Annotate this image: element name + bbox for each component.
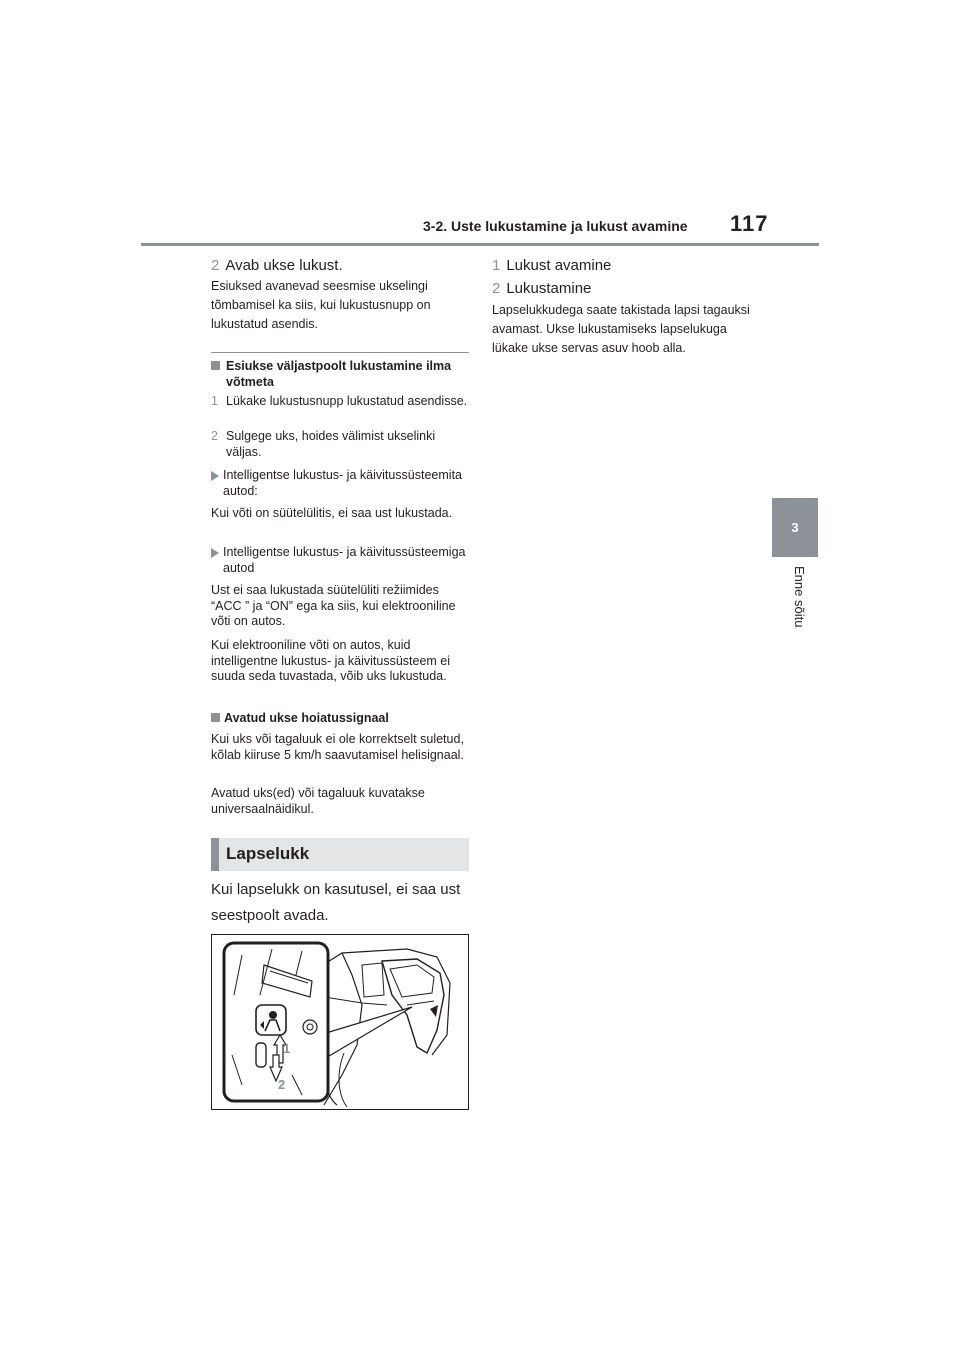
section-box-heading bbox=[211, 838, 469, 871]
step-2 bbox=[211, 255, 469, 277]
legend-item-number: 2 bbox=[492, 280, 501, 297]
legend-item-number: 1 bbox=[492, 257, 501, 274]
section-heading-keyless-lock bbox=[211, 359, 469, 390]
list-item-number: 1 bbox=[211, 394, 218, 408]
section-title: 3-2. Uste lukustamine ja lukust avamine bbox=[423, 218, 688, 234]
variant-text: Kui elektrooniline võti on autos, kuid intelligentne lukustus- ja käivitussüsteem ei suuda seda tuvastada, võib uks lukustuda. bbox=[211, 638, 451, 683]
header-rule bbox=[141, 243, 819, 246]
section-heading-text: Esiukse väljastpoolt lukustamine ilma võtmeta bbox=[226, 359, 452, 389]
triangle-bullet-icon bbox=[211, 471, 219, 481]
page-number: 117 bbox=[730, 211, 769, 236]
list-item-text: Lükake lukustusnupp lukustatud asendisse. bbox=[226, 394, 468, 408]
variant-heading bbox=[211, 545, 469, 576]
chapter-label: Enne sõitu bbox=[792, 566, 807, 628]
legend-item-2 bbox=[492, 278, 750, 300]
step-2-description: Esiuksed avanevad seesmise ukselingi tõmbamisel ka siis, kui lukustusnupp on lukustatud asendis. bbox=[211, 279, 431, 331]
car-door-drawing bbox=[212, 935, 468, 1109]
legend-item-label: Lukustamine bbox=[506, 280, 592, 297]
list-item-text: Sulgege uks, hoides välimist ukselinki väljas. bbox=[226, 429, 436, 459]
list-item-number: 2 bbox=[211, 429, 218, 443]
list-item bbox=[211, 429, 469, 460]
chapter-number: 3 bbox=[791, 520, 799, 535]
figure-label-1: 1 bbox=[283, 1041, 291, 1056]
section-heading-door-warning bbox=[211, 711, 469, 727]
list-item bbox=[211, 394, 469, 410]
chapter-tab bbox=[772, 498, 818, 557]
square-bullet-icon bbox=[211, 713, 220, 722]
legend-item-label: Lukust avamine bbox=[506, 257, 612, 274]
paragraph: Kui uks või tagaluuk ei ole korrektselt suletud, kõlab kiiruse 5 km/h saavutamisel helisignaal. bbox=[211, 732, 464, 762]
step-2-label: Avab ukse lukust. bbox=[225, 257, 343, 274]
paragraph: Avatud uks(ed) või tagaluuk kuvatakse universaalnäidikul. bbox=[211, 786, 425, 816]
variant-heading bbox=[211, 468, 469, 499]
section-divider bbox=[211, 352, 469, 353]
variant-text: Ust ei saa lukustada süütelüliti režiimides “ACC ” ja “ON” ega ka siis, kui elektrooniline võti on autos. bbox=[211, 583, 456, 628]
variant-heading-text: Intelligentse lukustus- ja käivitussüsteemiga autod bbox=[223, 545, 466, 575]
variant-text: Kui võti on süütelülitis, ei saa ust lukustada. bbox=[211, 506, 453, 520]
child-lock-illustration bbox=[211, 934, 469, 1110]
variant-heading-text: Intelligentse lukustus- ja käivitussüsteemita autod: bbox=[223, 468, 463, 498]
triangle-bullet-icon bbox=[211, 548, 219, 558]
square-bullet-icon bbox=[211, 361, 220, 370]
heading-accent-bar bbox=[211, 838, 219, 871]
section-heading-text: Avatud ukse hoiatussignaal bbox=[224, 711, 389, 725]
box-title: Lapselukk bbox=[226, 844, 310, 863]
step-2-number: 2 bbox=[211, 257, 220, 274]
legend-item-1 bbox=[492, 255, 750, 277]
figure-label-2: 2 bbox=[278, 1077, 286, 1092]
child-lock-intro: Kui lapselukk on kasutusel, ei saa ust seestpoolt avada. bbox=[211, 881, 461, 924]
child-lock-description: Lapselukkudega saate takistada lapsi tagauksi avamast. Ukse lukustamiseks lapselukuga lükake ukse servas asuv hoob alla. bbox=[492, 303, 750, 355]
